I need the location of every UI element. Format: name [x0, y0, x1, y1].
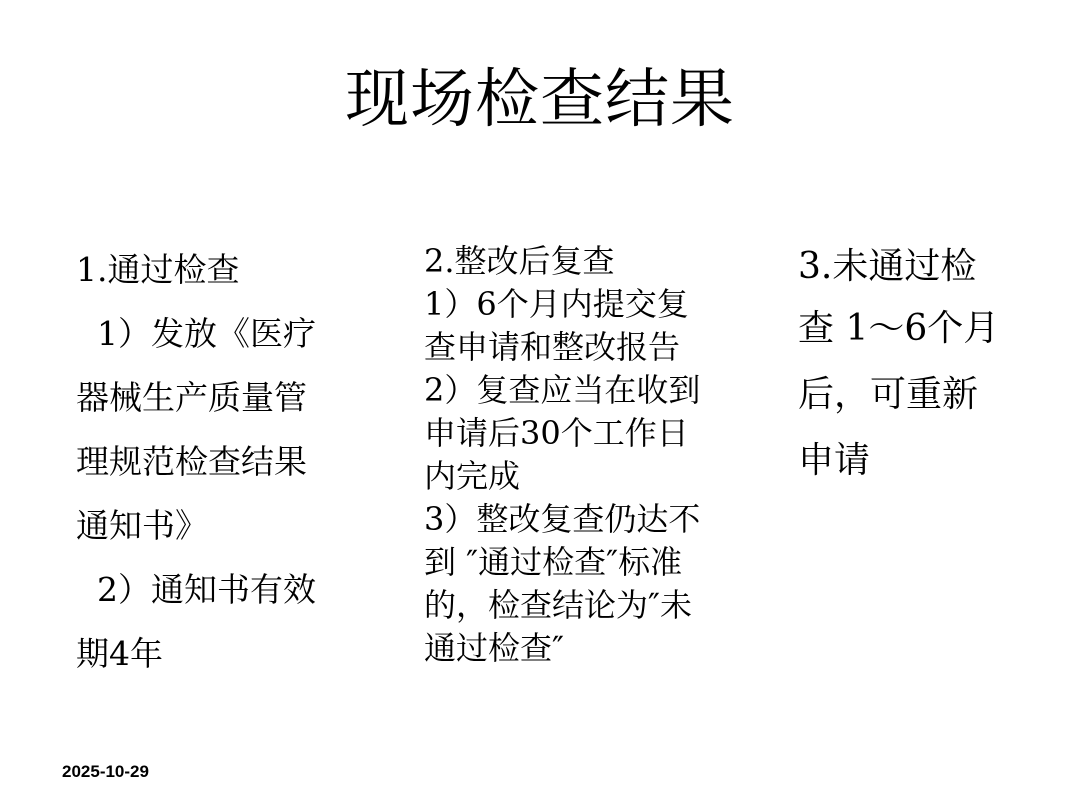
fail-line: 申请 — [798, 440, 871, 481]
pass-line: 通知书》 — [76, 506, 208, 545]
result-column-fail — [798, 236, 1058, 492]
rectify-line: 内完成 — [424, 457, 521, 495]
slide-title: 现场检查结果 — [345, 63, 735, 137]
result-column-rectify — [424, 240, 764, 670]
pass-line: 理规范检查结果 — [76, 442, 307, 481]
pass-line: 1.通过检查 — [76, 250, 240, 289]
rectify-line: 通过检查″ — [424, 629, 564, 667]
fail-line: 查 1～6个月 — [798, 308, 1000, 349]
rectify-line: 2）复查应当在收到 — [424, 371, 701, 409]
rectify-line: 查申请和整改报告 — [424, 328, 681, 366]
rectify-line: 3）整改复查仍达不 — [424, 500, 701, 538]
rectify-line: 1）6个月内提交复 — [424, 285, 689, 323]
pass-line: 期4年 — [76, 634, 163, 673]
pass-line: 1）发放《医疗 — [76, 314, 316, 353]
result-column-pass — [76, 238, 396, 686]
slide-date: 2025-10-29 — [62, 762, 149, 781]
rectify-line: 到 ″通过检查″标准 — [424, 543, 683, 581]
fail-line: 后，可重新 — [798, 374, 979, 415]
rectify-line: 申请后30个工作日 — [424, 414, 689, 452]
rectify-line: 的，检查结论为″未 — [424, 586, 692, 624]
pass-line: 2）通知书有效 — [76, 570, 316, 609]
fail-line: 3.未通过检 — [798, 246, 977, 287]
rectify-line: 2.整改后复查 — [424, 242, 615, 280]
pass-line: 器械生产质量管 — [76, 378, 307, 417]
